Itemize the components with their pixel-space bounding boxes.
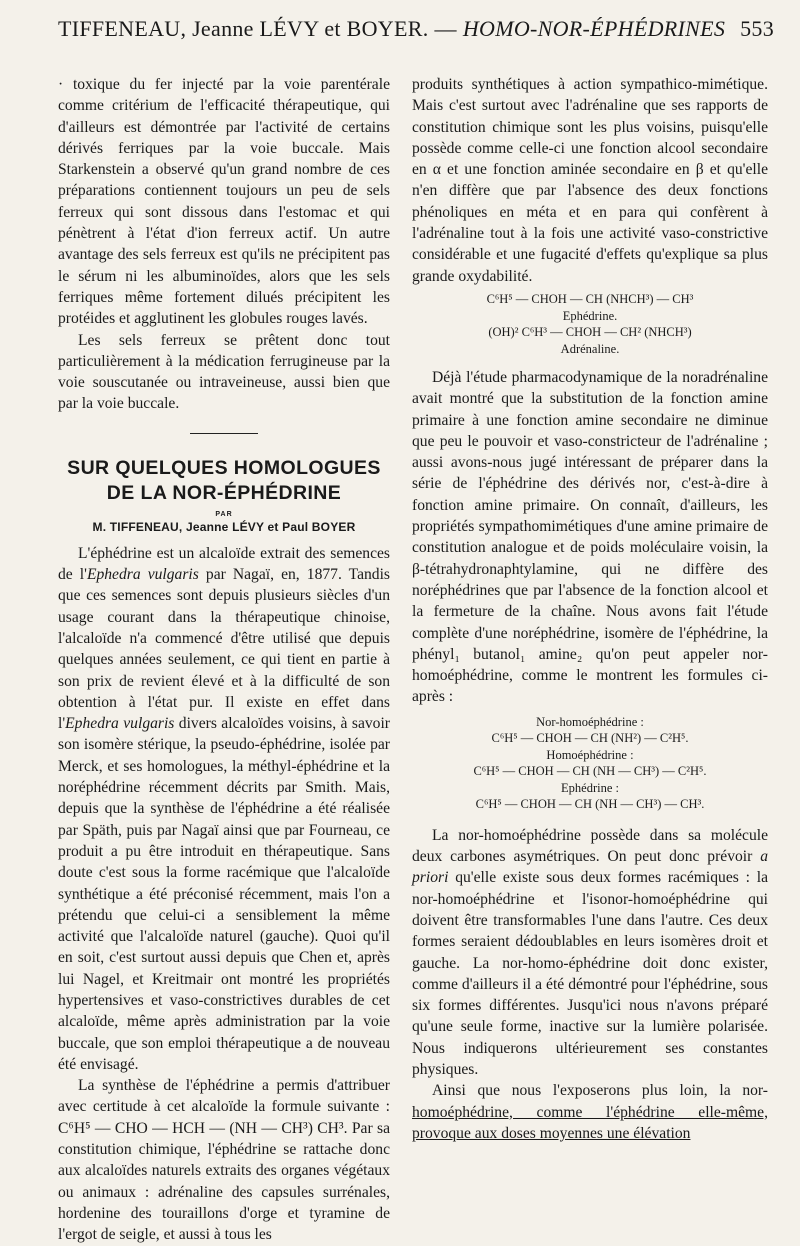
article-title	[58, 456, 390, 506]
right-p4-underlined-2: provoque aux doses moyennes une élévation	[412, 1124, 691, 1142]
running-header	[58, 16, 774, 50]
right-paragraph-3	[412, 825, 768, 1081]
formula-block-1	[412, 291, 768, 357]
left-p3-text-c: divers alcaloïdes voisins, à savoir son isomère stérique, la pseudo-éphédrine, isolée par Merck, et ses homologues, la méthyl-éphédrine et la noréphédrine récemment décrits par Smith. Mais, depuis que la synthèse de l'éphédrine a été réalisée par Späth, puis par Nagaï ainsi que par Fourneau, ce produit a pu être introduit en thérapeutique. Sans doute c'est sous la forme racémique que l'alcaloïde synthétique a été préconisé récemment, mais l'on a prétendu que celui-ci a sensiblement la même activité que l'alcaloïde naturel (gauche). Quoi qu'il en soit, c'est surtout aussi depuis que Chen et, après lui Nagel, et Kreitmair ont montré les propriétés hypertensives et vaso-constrictives durables de cet alcaloïde, même après administration par la voie buccale, que son emploi thérapeutique a de nouveau été envisagé.	[58, 715, 390, 1073]
formula-adrenaline: (OH)² C⁶H³ — CHOH — CH² (NHCH³)	[488, 324, 692, 339]
left-p3-italic-1: Ephedra vulgaris	[86, 566, 199, 584]
article-byline: M. TIFFENEAU, Jeanne LÉVY et Paul BOYER	[92, 519, 356, 534]
right-p4-text-a: Ainsi que nous l'exposerons plus loin, la nor-	[432, 1082, 768, 1100]
formula-label-ephedrine: Ephédrine :	[561, 780, 619, 795]
left-p3-text-a: L'éphédrine est un alcaloïde extrait des semences de l'	[58, 544, 390, 584]
right-paragraph-1: produits synthétiques à action sympathico-mimétique. Mais c'est surtout avec l'adrénaline que ses rapports de constitution chimique sont les plus voisins, puisqu'elle possède comme celle-ci une fonction alcool secondaire en α et une fonction aminée secondaire en β et qu'elle n'en diffère que par l'absence des deux fonctions phénoliques en méta et en para qui confèrent à l'adrénaline tout à la fois une activité vaso-constrictive considérable et une fugacité d'effets qu'explique sa plus grande oxydabilité.	[412, 76, 768, 285]
left-column	[58, 74, 390, 1246]
right-paragraph-2: Déjà l'étude pharmacodynamique de la noradrénaline avait montré que la substitution de la fonction amine primaire à une fonction amine secondaire ne diminue que peu le pouvoir et vaso-constricteur de l'adrénaline ; aussi avons-nous jugé intéressant de préparer dans la série de l'éphédrine des dérivés nor, c'est-à-dire à fonction amine primaire. On connaît, d'ailleurs, les propriétés sympathomimétiques d'une amine primaire de constitution analogue et de poids moléculaire voisin, la β-tétrahydronaphtylamine, qui ne diffère des noréphédrines que par l'absence de la fonction alcool et la fermeture de la chaîne. Nous avons fait l'étude complète d'une noréphédrine, isomère de l'éphédrine, la phényl₁ butanol₁ amine₂ qu'on peut appeler nor-homoéphédrine, comme le montrent les formules ci-après :	[412, 368, 768, 706]
article-title-line-2: DE LA NOR-ÉPHÉDRINE	[106, 481, 342, 504]
header-running-title: HOMO-NOR-ÉPHÉDRINES	[462, 16, 726, 41]
formula-ephedrine-label: Ephédrine.	[562, 308, 618, 323]
formula-adrenaline-label: Adrénaline.	[560, 341, 620, 356]
right-p3-text-b: qu'elle existe sous deux formes racémiques : la nor-homoéphédrine et l'isonor-homoéphédrine qui doivent être transformables l'une dans l'autre. Ces deux formes seraient dédoublables en leurs isomères droit et gauche. La nor-homo-éphédrine doit donc exister, comme d'ailleurs il a été démontré pour l'éphédrine, sous six formes différentes. Jusqu'ici nous n'avons préparé qu'une seule forme, inactive sur la lumière polarisée. Nous indiquerons ultérieurement ses constantes physiques.	[412, 869, 768, 1078]
right-p3-text-a: La nor-homoéphédrine possède dans sa molécule deux carbones asymétriques. On peut donc prévoir	[412, 826, 768, 866]
par-label: PAR	[215, 510, 233, 518]
section-divider	[190, 433, 258, 434]
header-authors: TIFFENEAU, Jeanne LÉVY et BOYER.	[58, 16, 429, 41]
left-p3-italic-2: Ephedra vulgaris	[65, 715, 175, 733]
article-title-line-1: SUR QUELQUES HOMOLOGUES	[67, 456, 381, 479]
right-p4-underlined-1: homoéphédrine, comme l'éphédrine elle-même,	[412, 1103, 768, 1121]
formula-label-homo: Homoéphédrine :	[546, 747, 634, 762]
formula-norhomo: C⁶H⁵ — CHOH — CH (NH²) — C²H⁵.	[491, 730, 689, 745]
formula-block-2	[412, 714, 768, 813]
page-number: 553	[740, 16, 774, 41]
right-p3-italic: a priori	[412, 848, 768, 887]
left-paragraph-2: Les sels ferreux se prêtent donc tout particulièrement à la médication ferrugineuse par la voie souscutanée ou intraveineuse, aussi bien que par la voie buccale.	[58, 331, 390, 413]
right-column	[412, 74, 768, 1144]
left-paragraph-4: La synthèse de l'éphédrine a permis d'attribuer avec certitude à cet alcaloïde la formule suivante : C⁶H⁵ — CHO — HCH — (NH — CH³) CH³. Par sa constitution chimique, l'éphédrine se rattache donc aux alcaloïdes naturels extraits des organes végétaux ou animaux : adrénaline des capsules surrénales, hordenine des touraillons d'orge et tyramine de l'ergot de seigle, et aussi à tous les	[58, 1077, 390, 1244]
formula-ephedrine: C⁶H⁵ — CHOH — CH (NHCH³) — CH³	[486, 291, 694, 306]
formula-ephedrine-2: C⁶H⁵ — CHOH — CH (NH — CH³) — CH³.	[475, 796, 705, 811]
left-paragraph-1: · toxique du fer injecté par la voie parentérale comme critérium de l'efficacité thérapeutique, qui d'ailleurs est démontrée par l'activité de certains dérivés ferriques par la voie buccale. Mais Starkenstein a observé qu'un grand nombre de ces préparations contiennent toujours un peu de sels ferreux qui sont dissous dans l'estomac et qui pénètrent à l'état d'ion ferreux actif. Un autre avantage des sels ferreux est qu'ils ne précipitent pas le sérum ni les albuminoïdes, alors que les sels ferriques même fortement dilués précipitent les protéides et agglutinent les globules rouges lavés.	[58, 76, 390, 328]
formula-label-norhomo: Nor-homoéphédrine :	[536, 714, 644, 729]
formula-homo: C⁶H⁵ — CHOH — CH (NH — CH³) — C²H⁵.	[473, 763, 707, 778]
left-p3-text-b: par Nagaï, en, 1877. Tandis que ces semences sont depuis plusieurs siècles d'un usage courant dans la thérapeutique chinoise, l'alcaloïde n'a commencé d'être utilisé que depuis quelques années seulement, ce qui tient en partie à son prix de revient élevé et à la difficulté de son obtention à l'état pur. Il existe en effet dans l'	[58, 566, 390, 733]
left-paragraph-3	[58, 543, 390, 1075]
right-paragraph-4	[412, 1080, 768, 1144]
header-dash: —	[434, 16, 457, 41]
